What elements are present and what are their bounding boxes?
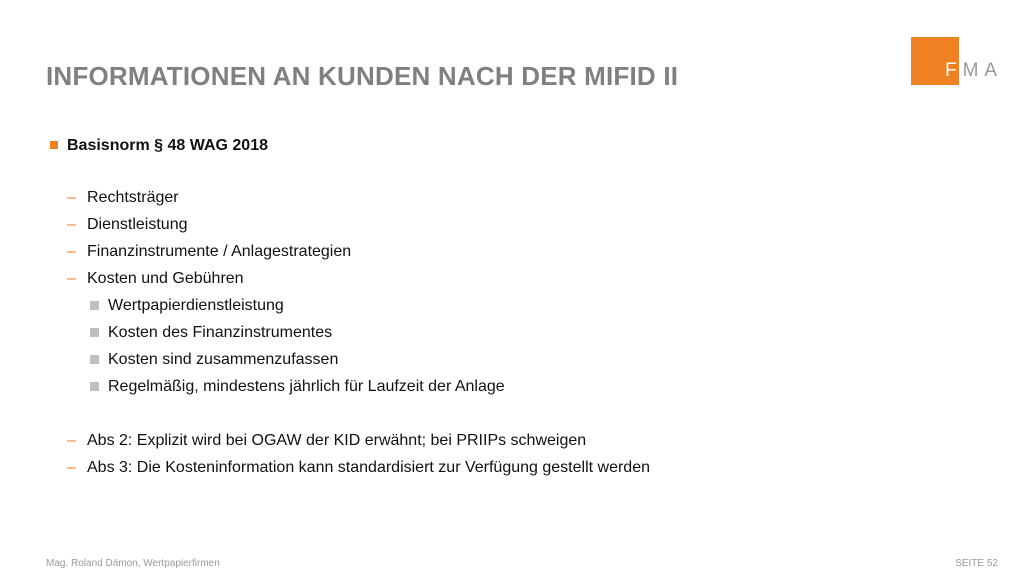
- logo-letter-f: F: [945, 60, 963, 81]
- fma-logo: [911, 37, 1004, 87]
- sub-list-item-text: Kosten sind zusammenzufassen: [108, 351, 339, 368]
- footer-author: Mag. Roland Dämon, Wertpapierfirmen: [46, 558, 220, 569]
- sub-list-item-text: Regelmäßig, mindestens jährlich für Laufzeit der Anlage: [108, 378, 505, 395]
- footer-page-number: SEITE 52: [955, 558, 998, 569]
- heading-bullet: [46, 135, 986, 157]
- dash-bullet-icon: –: [67, 432, 76, 449]
- dash-bullet-icon: –: [67, 216, 76, 233]
- list-item-text: Rechtsträger: [87, 189, 179, 206]
- list-item: [46, 268, 986, 295]
- list-item-text: Kosten und Gebühren: [87, 270, 244, 287]
- list-item: [46, 187, 986, 214]
- sub-list-item-text: Wertpapierdienstleistung: [108, 297, 284, 314]
- list-item-text: Finanzinstrumente / Anlagestrategien: [87, 243, 352, 260]
- list-item: [46, 457, 986, 484]
- list-item: [46, 241, 986, 268]
- slide-title: INFORMATIONEN AN KUNDEN NACH DER MIFID II: [46, 61, 679, 91]
- dash-bullet-icon: –: [67, 270, 76, 287]
- list-item: [46, 430, 986, 457]
- orange-square-bullet-icon: [50, 141, 58, 149]
- gray-square-bullet-icon: [90, 382, 99, 391]
- sub-list-item: [46, 322, 986, 349]
- sub-list-item-text: Kosten des Finanzinstrumentes: [108, 324, 333, 341]
- dash-bullet-icon: –: [67, 459, 76, 476]
- dash-bullet-icon: –: [67, 243, 76, 260]
- list-item-text: Dienstleistung: [87, 216, 188, 233]
- gray-square-bullet-icon: [90, 328, 99, 337]
- list-item: [46, 214, 986, 241]
- list-item-text: Abs 3: Die Kosteninformation kann standardisiert zur Verfügung gestellt werden: [87, 459, 650, 476]
- gray-square-bullet-icon: [90, 301, 99, 310]
- sub-list-item: [46, 376, 986, 403]
- dash-bullet-icon: –: [67, 189, 76, 206]
- slide-content: [46, 135, 986, 484]
- logo-text: [945, 61, 1003, 81]
- sub-list-item: [46, 349, 986, 376]
- gray-square-bullet-icon: [90, 355, 99, 364]
- sub-list-item: [46, 295, 986, 322]
- list-item-text: Abs 2: Explizit wird bei OGAW der KID erwähnt; bei PRIIPs schweigen: [87, 432, 587, 449]
- logo-letters-ma: MA: [962, 60, 1004, 81]
- heading-text: Basisnorm § 48 WAG 2018: [67, 137, 268, 154]
